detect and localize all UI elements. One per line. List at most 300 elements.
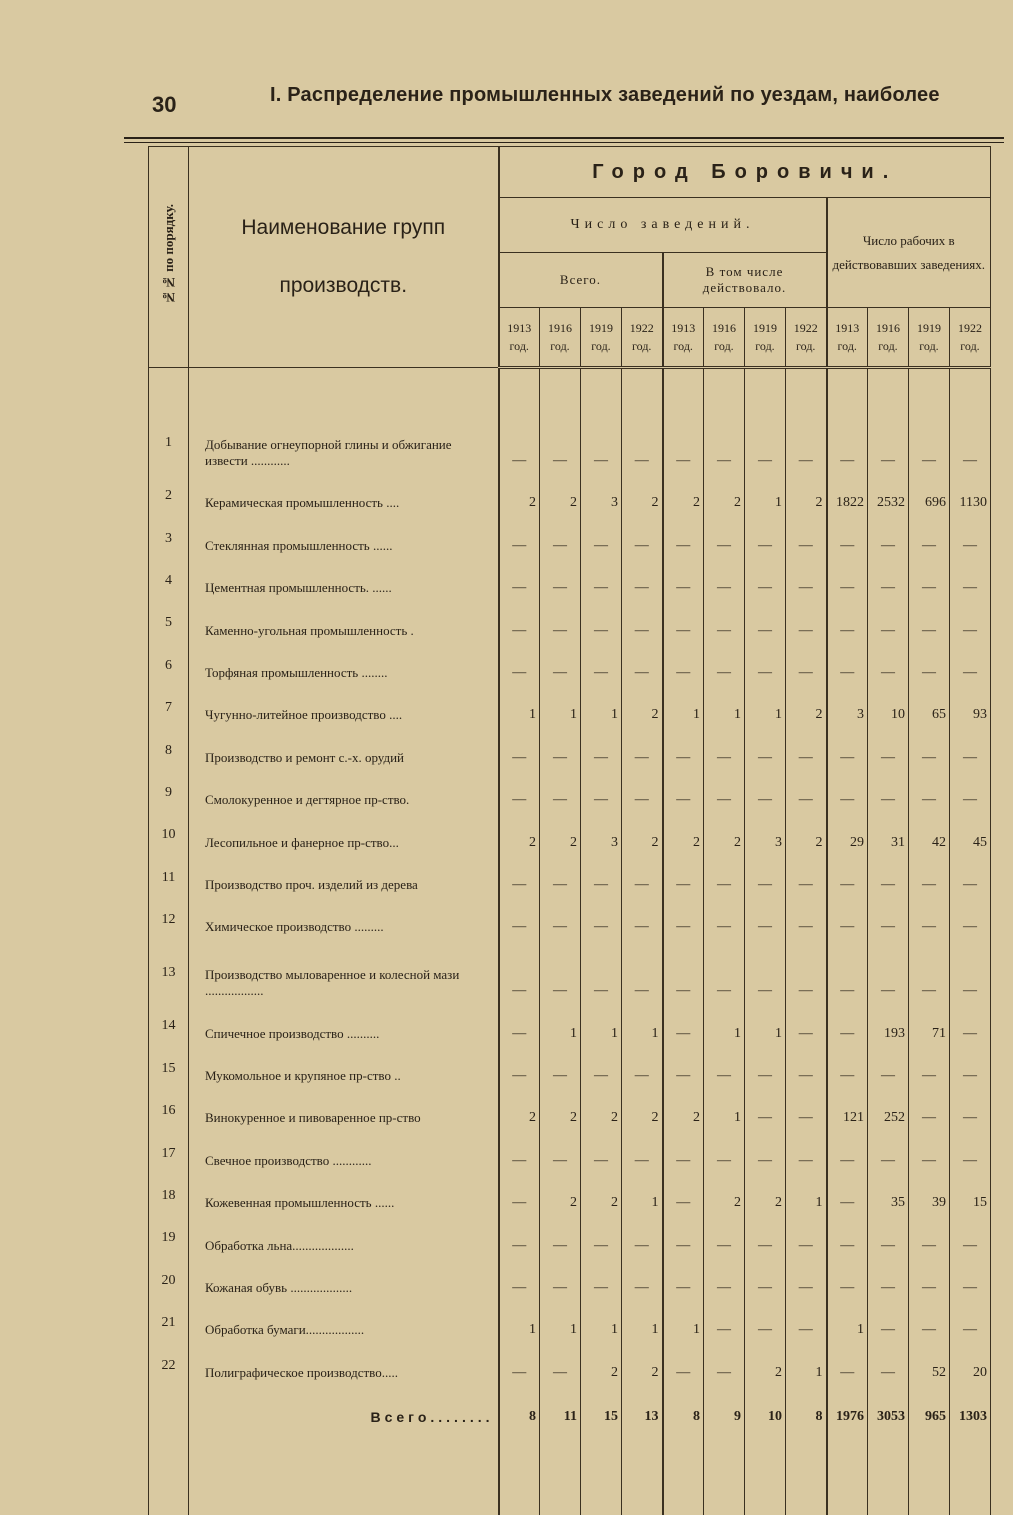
row-number: 11 (149, 857, 189, 899)
cell-value: — (950, 1132, 991, 1174)
cell-value: — (786, 1090, 827, 1132)
row-name: Смолокуренное и дегтярное пр-ство. (189, 772, 499, 814)
cell-value: 39 (909, 1175, 950, 1217)
cell-value: — (827, 1005, 868, 1047)
cell-value: 2 (786, 687, 827, 729)
cell-value: 3 (827, 687, 868, 729)
cell-value: — (663, 1132, 704, 1174)
cell-value: — (950, 1302, 991, 1344)
cell-value: — (827, 941, 868, 1005)
cell-value: — (540, 1344, 581, 1386)
row-number: 4 (149, 560, 189, 602)
table-row (149, 772, 991, 814)
cell-value: — (950, 1217, 991, 1259)
cell-value: 2 (786, 814, 827, 856)
cell-value: — (950, 645, 991, 687)
total-value: 8 (786, 1387, 827, 1453)
cell-value: — (663, 517, 704, 559)
cell-value: — (704, 1048, 745, 1090)
cell-value: — (622, 645, 663, 687)
cell-value: 2 (581, 1090, 622, 1132)
cell-value: — (786, 602, 827, 644)
cell-value: — (540, 1217, 581, 1259)
row-number: 6 (149, 645, 189, 687)
cell-value: — (950, 517, 991, 559)
cell-value: — (868, 560, 909, 602)
table-row (149, 687, 991, 729)
total-value: 15 (581, 1387, 622, 1453)
row-number: 20 (149, 1260, 189, 1302)
cell-value: — (663, 772, 704, 814)
cell-value: — (581, 729, 622, 771)
cell-value: — (663, 1217, 704, 1259)
page-title: I. Распределение промышленных заведений по уездам, наиболее (270, 84, 940, 106)
cell-value: 2 (622, 475, 663, 517)
cell-value: 1 (745, 1005, 786, 1047)
row-number: 15 (149, 1048, 189, 1090)
cell-value: 1 (622, 1005, 663, 1047)
cell-value: — (786, 857, 827, 899)
cell-value: — (540, 645, 581, 687)
cell-value: 1 (786, 1344, 827, 1386)
cell-value: — (827, 1132, 868, 1174)
cell-value: — (499, 1217, 540, 1259)
cell-value: — (786, 772, 827, 814)
cell-value: — (868, 899, 909, 941)
cell-value: 1 (540, 1005, 581, 1047)
cell-value: — (868, 1260, 909, 1302)
year-header: 1919 год. (745, 308, 786, 368)
cell-value: — (499, 899, 540, 941)
cell-value: 2 (540, 475, 581, 517)
cell-value: — (827, 729, 868, 771)
cell-value: — (745, 517, 786, 559)
cell-value: — (909, 1260, 950, 1302)
page-number: 30 (152, 92, 177, 117)
total-label: Всего........ (189, 1387, 499, 1453)
cell-value: — (745, 1302, 786, 1344)
cell-value: 1 (622, 1302, 663, 1344)
cell-value: — (581, 602, 622, 644)
cell-value: — (622, 899, 663, 941)
cell-value: — (745, 602, 786, 644)
table-row (149, 899, 991, 941)
cell-value: — (909, 941, 950, 1005)
table-row (149, 1090, 991, 1132)
cell-value: 2 (786, 475, 827, 517)
cell-value: — (663, 1260, 704, 1302)
cell-value: — (622, 857, 663, 899)
row-name: Обработка льна................... (189, 1217, 499, 1259)
cell-value: — (581, 1217, 622, 1259)
cell-value: — (786, 560, 827, 602)
row-number: 2 (149, 475, 189, 517)
total-value: 965 (909, 1387, 950, 1453)
cell-value: — (950, 941, 991, 1005)
row-number: 10 (149, 814, 189, 856)
cell-value: — (704, 1132, 745, 1174)
table-row (149, 517, 991, 559)
cell-value: 1 (827, 1302, 868, 1344)
cell-value: — (909, 857, 950, 899)
cell-value: — (786, 645, 827, 687)
cell-value: — (950, 1005, 991, 1047)
cell-value: 3 (745, 814, 786, 856)
table-row (149, 645, 991, 687)
table-row (149, 1344, 991, 1386)
cell-value: — (868, 1217, 909, 1259)
row-name: Спичечное производство .......... (189, 1005, 499, 1047)
cell-value: — (663, 857, 704, 899)
cell-value: 2 (704, 814, 745, 856)
row-name: Производство мыловаренное и колесной мази .................. (189, 941, 499, 1005)
year-header: 1916 год. (868, 308, 909, 368)
cell-value: — (663, 899, 704, 941)
cell-value: — (786, 899, 827, 941)
row-name: Обработка бумаги.................. (189, 1302, 499, 1344)
row-number: 5 (149, 602, 189, 644)
row-name: Полиграфическое производство..... (189, 1344, 499, 1386)
workers-header: Число рабочих в действовавших заведениях. (827, 198, 991, 308)
cell-value: — (786, 1132, 827, 1174)
cell-value: — (499, 517, 540, 559)
cell-value: — (704, 1302, 745, 1344)
cell-value: 2 (540, 1090, 581, 1132)
row-name: Кожаная обувь ................... (189, 1260, 499, 1302)
cell-value: — (950, 729, 991, 771)
spacer-row (149, 368, 991, 412)
cell-value: — (909, 1090, 950, 1132)
cell-value: — (868, 1048, 909, 1090)
cell-value: 2532 (868, 475, 909, 517)
cell-value: — (499, 1048, 540, 1090)
cell-value: — (909, 560, 950, 602)
cell-value: — (745, 941, 786, 1005)
cell-value: — (786, 1302, 827, 1344)
cell-value: — (581, 517, 622, 559)
cell-value: — (704, 602, 745, 644)
total-value: 8 (499, 1387, 540, 1453)
cell-value: — (663, 1005, 704, 1047)
cell-value: 1 (581, 1302, 622, 1344)
row-name: Каменно-угольная промышленность . (189, 602, 499, 644)
row-name: Чугунно-литейное производство .... (189, 687, 499, 729)
col-name-header: Наименование групп производств. (189, 147, 499, 368)
cell-value: 1 (745, 475, 786, 517)
table-row (149, 1048, 991, 1090)
cell-value: 2 (622, 1090, 663, 1132)
cell-value: — (581, 1260, 622, 1302)
cell-value: — (868, 1344, 909, 1386)
cell-value: — (950, 1048, 991, 1090)
cell-value: 696 (909, 475, 950, 517)
cell-value: — (581, 411, 622, 475)
row-name: Производство проч. изделий из дерева (189, 857, 499, 899)
cell-value: — (827, 1260, 868, 1302)
cell-value: — (868, 857, 909, 899)
table-row (149, 1132, 991, 1174)
header-rule-thin (124, 142, 1004, 143)
cell-value: — (704, 941, 745, 1005)
cell-value: — (827, 857, 868, 899)
cell-value: 1130 (950, 475, 991, 517)
row-name: Винокуренное и пивоваренное пр-ство (189, 1090, 499, 1132)
cell-value: — (786, 517, 827, 559)
cell-value: — (499, 411, 540, 475)
cell-value: — (540, 729, 581, 771)
year-header: 1922 год. (950, 308, 991, 368)
cell-value: 193 (868, 1005, 909, 1047)
total-value: 1976 (827, 1387, 868, 1453)
cell-value: 2 (663, 1090, 704, 1132)
row-number: 21 (149, 1302, 189, 1344)
cell-value: — (540, 772, 581, 814)
cell-value: — (909, 602, 950, 644)
cell-value: 2 (622, 687, 663, 729)
year-header: 1922 год. (786, 308, 827, 368)
row-number: 9 (149, 772, 189, 814)
col-no-header: №№ по порядку. (149, 147, 189, 368)
cell-value: 1 (499, 687, 540, 729)
cell-value: 1 (581, 687, 622, 729)
row-number: 22 (149, 1344, 189, 1386)
statistics-table (148, 146, 991, 1515)
cell-value: 20 (950, 1344, 991, 1386)
cell-value: — (622, 411, 663, 475)
cell-value: — (786, 1048, 827, 1090)
cell-value: — (581, 857, 622, 899)
cell-value: 2 (622, 814, 663, 856)
cell-value: — (827, 899, 868, 941)
cell-value: — (868, 1132, 909, 1174)
cell-value: 1 (786, 1175, 827, 1217)
cell-value: — (622, 1260, 663, 1302)
row-number: 13 (149, 941, 189, 1005)
row-name: Свечное производство ............ (189, 1132, 499, 1174)
cell-value: — (499, 1005, 540, 1047)
cell-value: — (909, 729, 950, 771)
cell-value: — (745, 1217, 786, 1259)
cell-value: 65 (909, 687, 950, 729)
cell-value: 1 (663, 687, 704, 729)
cell-value: 31 (868, 814, 909, 856)
cell-value: — (540, 560, 581, 602)
cell-value: — (745, 899, 786, 941)
cell-value: 1 (745, 687, 786, 729)
cell-value: 35 (868, 1175, 909, 1217)
cell-value: 2 (499, 475, 540, 517)
row-name: Производство и ремонт с.-х. орудий (189, 729, 499, 771)
row-name: Цементная промышленность. ...... (189, 560, 499, 602)
cell-value: — (868, 602, 909, 644)
cell-value: — (909, 1302, 950, 1344)
cell-value: — (704, 517, 745, 559)
cell-value: — (909, 517, 950, 559)
total-value: 8 (663, 1387, 704, 1453)
cell-value: — (499, 602, 540, 644)
cell-value: — (909, 1048, 950, 1090)
cell-value: — (581, 899, 622, 941)
cell-value: — (827, 772, 868, 814)
cell-value: 1822 (827, 475, 868, 517)
cell-value: — (868, 941, 909, 1005)
row-number: 7 (149, 687, 189, 729)
cell-value: — (622, 729, 663, 771)
cell-value: — (663, 1175, 704, 1217)
cell-value: 252 (868, 1090, 909, 1132)
cell-value: — (622, 602, 663, 644)
cell-value: — (950, 772, 991, 814)
cell-value: — (745, 729, 786, 771)
cell-value: 2 (704, 475, 745, 517)
cell-value: — (868, 411, 909, 475)
cell-value: 1 (499, 1302, 540, 1344)
cell-value: — (909, 1132, 950, 1174)
cell-value: — (868, 772, 909, 814)
cell-value: — (827, 1217, 868, 1259)
table-row (149, 814, 991, 856)
cell-value: — (909, 899, 950, 941)
cell-value: — (745, 645, 786, 687)
table-row (149, 602, 991, 644)
cell-value: — (540, 899, 581, 941)
cell-value: — (622, 941, 663, 1005)
year-header: 1916 год. (704, 308, 745, 368)
cell-value: — (540, 602, 581, 644)
cell-value: — (868, 729, 909, 771)
row-number: 17 (149, 1132, 189, 1174)
row-name: Керамическая промышленность .... (189, 475, 499, 517)
cell-value: — (950, 411, 991, 475)
year-header: 1913 год. (499, 308, 540, 368)
cell-value: — (909, 1217, 950, 1259)
cell-value: 1 (622, 1175, 663, 1217)
cell-value: — (540, 1132, 581, 1174)
cell-value: — (540, 411, 581, 475)
cell-value: 1 (704, 1005, 745, 1047)
cell-value: — (704, 1344, 745, 1386)
cell-value: 2 (540, 1175, 581, 1217)
cell-value: — (827, 411, 868, 475)
table-row (149, 1260, 991, 1302)
establishments-header: Число заведений. (499, 198, 827, 253)
cell-value: — (622, 772, 663, 814)
row-number: 19 (149, 1217, 189, 1259)
cell-value: — (663, 1344, 704, 1386)
total-value: 10 (745, 1387, 786, 1453)
header-rule (124, 137, 1004, 139)
row-number: 18 (149, 1175, 189, 1217)
cell-value: — (581, 772, 622, 814)
cell-value: — (540, 941, 581, 1005)
cell-value: 2 (622, 1344, 663, 1386)
cell-value: — (868, 645, 909, 687)
cell-value: — (540, 517, 581, 559)
table-row (149, 1217, 991, 1259)
cell-value: — (827, 602, 868, 644)
total-value: 1303 (950, 1387, 991, 1453)
cell-value: 1 (581, 1005, 622, 1047)
cell-value: — (827, 517, 868, 559)
total-value: 9 (704, 1387, 745, 1453)
table-row (149, 411, 991, 475)
cell-value: 42 (909, 814, 950, 856)
city-header: Город Боровичи. (499, 147, 991, 198)
table-row (149, 1302, 991, 1344)
cell-value: — (663, 729, 704, 771)
total-value: 3053 (868, 1387, 909, 1453)
cell-value: — (909, 411, 950, 475)
year-header: 1913 год. (663, 308, 704, 368)
cell-value: — (827, 645, 868, 687)
cell-value: — (868, 517, 909, 559)
cell-value: 1 (540, 1302, 581, 1344)
cell-value: — (663, 645, 704, 687)
cell-value: — (499, 857, 540, 899)
cell-value: 2 (499, 814, 540, 856)
cell-value: 2 (745, 1344, 786, 1386)
cell-value: — (827, 1175, 868, 1217)
cell-value: 45 (950, 814, 991, 856)
cell-value: 2 (540, 814, 581, 856)
year-header: 1916 год. (540, 308, 581, 368)
cell-value: 2 (663, 814, 704, 856)
table-row (149, 1005, 991, 1047)
row-number: 14 (149, 1005, 189, 1047)
total-row (149, 1387, 991, 1453)
table-row (149, 560, 991, 602)
cell-value: — (663, 1048, 704, 1090)
cell-value: — (622, 1132, 663, 1174)
cell-value: — (745, 560, 786, 602)
cell-value: — (704, 772, 745, 814)
cell-value: 3 (581, 814, 622, 856)
cell-value: — (499, 1175, 540, 1217)
cell-value: — (581, 941, 622, 1005)
cell-value: — (581, 1048, 622, 1090)
cell-value: — (540, 1048, 581, 1090)
cell-value: 2 (581, 1175, 622, 1217)
cell-value: — (622, 1217, 663, 1259)
cell-value: 2 (745, 1175, 786, 1217)
cell-value: — (786, 1217, 827, 1259)
table-row (149, 729, 991, 771)
cell-value: — (704, 1260, 745, 1302)
cell-value: — (499, 772, 540, 814)
cell-value: — (704, 1217, 745, 1259)
active-subheader: В том числе действовало. (663, 253, 827, 308)
cell-value: 2 (581, 1344, 622, 1386)
cell-value: 52 (909, 1344, 950, 1386)
cell-value: — (786, 941, 827, 1005)
total-subheader: Всего. (499, 253, 663, 308)
row-name: Стеклянная промышленность ...... (189, 517, 499, 559)
cell-value: — (663, 411, 704, 475)
row-name: Кожевенная промышленность ...... (189, 1175, 499, 1217)
cell-value: 29 (827, 814, 868, 856)
table-row (149, 1175, 991, 1217)
cell-value: — (745, 411, 786, 475)
table-row (149, 857, 991, 899)
cell-value: 1 (663, 1302, 704, 1344)
cell-value: — (581, 560, 622, 602)
cell-value: — (827, 1344, 868, 1386)
cell-value: 121 (827, 1090, 868, 1132)
cell-value: — (950, 1090, 991, 1132)
year-header: 1913 год. (827, 308, 868, 368)
cell-value: — (499, 1260, 540, 1302)
total-value: 11 (540, 1387, 581, 1453)
